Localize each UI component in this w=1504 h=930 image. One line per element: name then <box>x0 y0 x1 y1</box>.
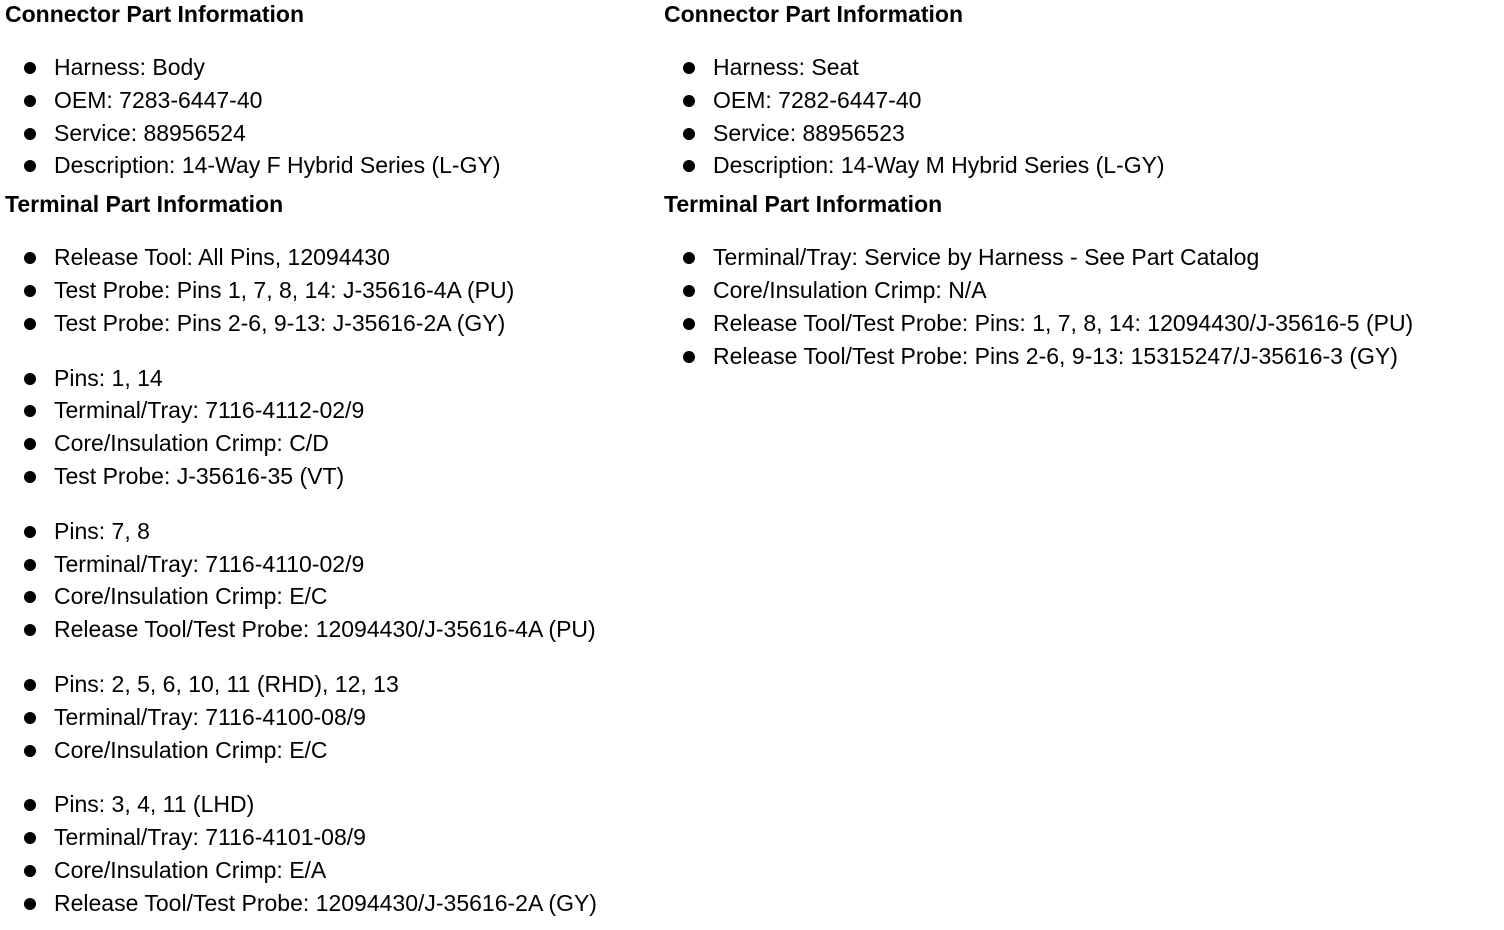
bullet-icon <box>24 128 36 140</box>
bullet-icon <box>683 252 695 264</box>
bullet-icon <box>24 712 36 724</box>
list-item: Core/Insulation Crimp: E/C <box>5 580 655 613</box>
bullet-icon <box>24 898 36 910</box>
bullet-icon <box>24 95 36 107</box>
list-item: Release Tool/Test Probe: Pins 2-6, 9-13: 15315247/J-35616-3 (GY) <box>664 340 1500 373</box>
list-item: Test Probe: Pins 1, 7, 8, 14: J-35616-4A (PU) <box>5 274 655 307</box>
list-item: OEM: 7282-6447-40 <box>664 84 1500 117</box>
connector-list <box>664 51 1500 182</box>
list-item: Description: 14-Way F Hybrid Series (L-GY) <box>5 149 655 182</box>
bullet-icon <box>24 373 36 385</box>
list-item: Test Probe: Pins 2-6, 9-13: J-35616-2A (GY) <box>5 307 655 340</box>
list-item: Release Tool/Test Probe: 12094430/J-35616-2A (GY) <box>5 887 655 920</box>
bullet-icon <box>24 591 36 603</box>
bullet-icon <box>683 95 695 107</box>
bullet-icon <box>24 438 36 450</box>
bullet-icon <box>24 559 36 571</box>
bullet-icon <box>24 865 36 877</box>
list-item: Pins: 7, 8 <box>5 515 655 548</box>
bullet-icon <box>24 405 36 417</box>
list-item: Terminal/Tray: 7116-4100-08/9 <box>5 701 655 734</box>
list-item: Core/Insulation Crimp: E/C <box>5 734 655 767</box>
list-item: Pins: 2, 5, 6, 10, 11 (RHD), 12, 13 <box>5 668 655 701</box>
list-item: Core/Insulation Crimp: N/A <box>664 274 1500 307</box>
list-item: Release Tool/Test Probe: Pins: 1, 7, 8, 14: 12094430/J-35616-5 (PU) <box>664 307 1500 340</box>
connector-heading: Connector Part Information <box>664 1 964 27</box>
bullet-icon <box>683 128 695 140</box>
bullet-icon <box>24 679 36 691</box>
list-item: Terminal/Tray: 7116-4110-02/9 <box>5 548 655 581</box>
list-item: Harness: Seat <box>664 51 1500 84</box>
list-item: Description: 14-Way M Hybrid Series (L-GY) <box>664 149 1500 182</box>
bullet-icon <box>683 285 695 297</box>
bullet-icon <box>24 285 36 297</box>
list-item: Release Tool/Test Probe: 12094430/J-35616-4A (PU) <box>5 613 655 646</box>
left-column <box>5 0 655 920</box>
terminal-group-1 <box>664 241 1500 372</box>
bullet-icon <box>24 471 36 483</box>
list-item: Harness: Body <box>5 51 655 84</box>
list-item: Pins: 3, 4, 11 (LHD) <box>5 788 655 821</box>
connector-list <box>5 51 655 182</box>
bullet-icon <box>24 799 36 811</box>
terminal-group-3 <box>5 515 655 646</box>
bullet-icon <box>24 526 36 538</box>
list-item: OEM: 7283-6447-40 <box>5 84 655 117</box>
terminal-heading: Terminal Part Information <box>5 191 284 218</box>
bullet-icon <box>683 351 695 363</box>
bullet-icon <box>24 62 36 74</box>
list-item: Service: 88956523 <box>664 117 1500 150</box>
list-item: Core/Insulation Crimp: C/D <box>5 427 655 460</box>
bullet-icon <box>24 252 36 264</box>
list-item: Core/Insulation Crimp: E/A <box>5 854 655 887</box>
list-item: Test Probe: J-35616-35 (VT) <box>5 460 655 493</box>
bullet-icon <box>683 62 695 74</box>
bullet-icon <box>24 832 36 844</box>
terminal-heading: Terminal Part Information <box>664 191 943 218</box>
bullet-icon <box>683 318 695 330</box>
list-item: Service: 88956524 <box>5 117 655 150</box>
list-item: Pins: 1, 14 <box>5 362 655 395</box>
connector-heading: Connector Part Information <box>5 1 305 27</box>
list-item: Terminal/Tray: 7116-4101-08/9 <box>5 821 655 854</box>
bullet-icon <box>24 160 36 172</box>
terminal-group-1 <box>5 241 655 339</box>
bullet-icon <box>24 624 36 636</box>
right-column <box>664 0 1500 372</box>
terminal-group-5 <box>5 788 655 919</box>
terminal-group-4 <box>5 668 655 766</box>
terminal-group-2 <box>5 362 655 493</box>
list-item: Terminal/Tray: 7116-4112-02/9 <box>5 394 655 427</box>
list-item: Terminal/Tray: Service by Harness - See Part Catalog <box>664 241 1500 274</box>
bullet-icon <box>683 160 695 172</box>
bullet-icon <box>24 745 36 757</box>
bullet-icon <box>24 318 36 330</box>
list-item: Release Tool: All Pins, 12094430 <box>5 241 655 274</box>
